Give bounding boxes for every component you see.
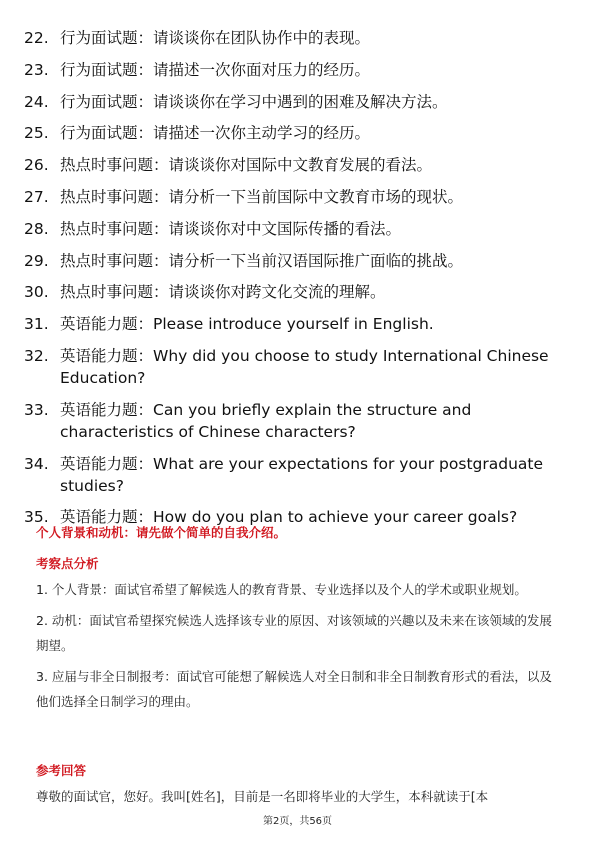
question-item bbox=[24, 27, 564, 49]
question-number: 35. bbox=[24, 508, 49, 527]
question-text: 热点时事问题：请谈谈你对中文国际传播的看法。 bbox=[60, 219, 402, 238]
reference-text: 尊敬的面试官，您好。我叫[姓名]，目前是一名即将毕业的大学生，本科就读于[本 bbox=[36, 789, 489, 804]
question-text: 热点时事问题：请谈谈你对跨文化交流的理解。 bbox=[60, 283, 386, 302]
page-footer: 第2页，共56页 bbox=[262, 816, 333, 827]
question-text: 行为面试题：请谈谈你在学习中遇到的困难及解决方法。 bbox=[60, 92, 448, 111]
question-number: 34. bbox=[24, 454, 49, 473]
question-number: 32. bbox=[24, 346, 49, 365]
question-item bbox=[24, 345, 564, 389]
reference-title: 参考回答 bbox=[36, 763, 87, 778]
question-text: 英语能力题：Why did you choose to study International Chinese Education? bbox=[60, 346, 549, 387]
question-item bbox=[24, 154, 564, 176]
question-item bbox=[24, 122, 564, 144]
question-number: 25. bbox=[24, 124, 49, 143]
question-item bbox=[24, 399, 564, 443]
question-text: 英语能力题：Can you briefly explain the structure and characteristics of Chinese characters? bbox=[60, 400, 472, 441]
question-number: 30. bbox=[24, 283, 49, 302]
question-number: 29. bbox=[24, 251, 49, 270]
question-number: 27. bbox=[24, 187, 49, 206]
question-heading: 个人背景和动机：请先做个简单的自我介绍。 bbox=[36, 525, 287, 540]
question-item bbox=[24, 453, 564, 497]
question-text: 热点时事问题：请分析一下当前汉语国际推广面临的挑战。 bbox=[60, 251, 464, 270]
question-text: 热点时事问题：请分析一下当前国际中文教育市场的现状。 bbox=[60, 187, 464, 206]
question-text: 行为面试题：请描述一次你面对压力的经历。 bbox=[60, 60, 371, 79]
question-number: 26. bbox=[24, 156, 49, 175]
analysis-point: 3. 应届与非全日制报考：面试官可能想了解候选人对全日制和非全日制教育形式的看法，以及他们选择全日制学习的理由。 bbox=[36, 669, 552, 709]
question-text: 英语能力题：What are your expectations for your postgraduate studies? bbox=[60, 454, 544, 495]
question-item bbox=[24, 218, 564, 240]
analysis-point: 1. 个人背景：面试官希望了解候选人的教育背景、专业选择以及个人的学术或职业规划。 bbox=[36, 582, 527, 597]
question-item bbox=[24, 250, 564, 272]
analysis-section bbox=[36, 555, 560, 714]
question-text: 行为面试题：请描述一次你主动学习的经历。 bbox=[60, 124, 371, 143]
question-number: 23. bbox=[24, 60, 49, 79]
question-number: 31. bbox=[24, 315, 49, 334]
question-item bbox=[24, 281, 564, 303]
question-item bbox=[24, 186, 564, 208]
analysis-title: 考察点分析 bbox=[36, 556, 99, 571]
question-number: 22. bbox=[24, 29, 49, 47]
analysis-point: 2. 动机：面试官希望探究候选人选择该专业的原因、对该领域的兴趣以及未来在该领域的发展期望。 bbox=[36, 613, 552, 653]
question-text: 英语能力题：How do you plan to achieve your career goals? bbox=[60, 508, 518, 527]
question-text: 热点时事问题：请谈谈你对国际中文教育发展的看法。 bbox=[60, 156, 433, 175]
question-heading-section bbox=[36, 524, 560, 542]
question-number: 28. bbox=[24, 219, 49, 238]
question-text: 行为面试题：请谈谈你在团队协作中的表现。 bbox=[60, 29, 371, 47]
question-number: 33. bbox=[24, 400, 49, 419]
question-item bbox=[24, 59, 564, 81]
question-number: 24. bbox=[24, 92, 49, 111]
question-list bbox=[24, 27, 564, 538]
question-text: 英语能力题：Please introduce yourself in English. bbox=[60, 315, 434, 334]
reference-section bbox=[36, 762, 560, 809]
question-item bbox=[24, 91, 564, 113]
question-item bbox=[24, 313, 564, 335]
